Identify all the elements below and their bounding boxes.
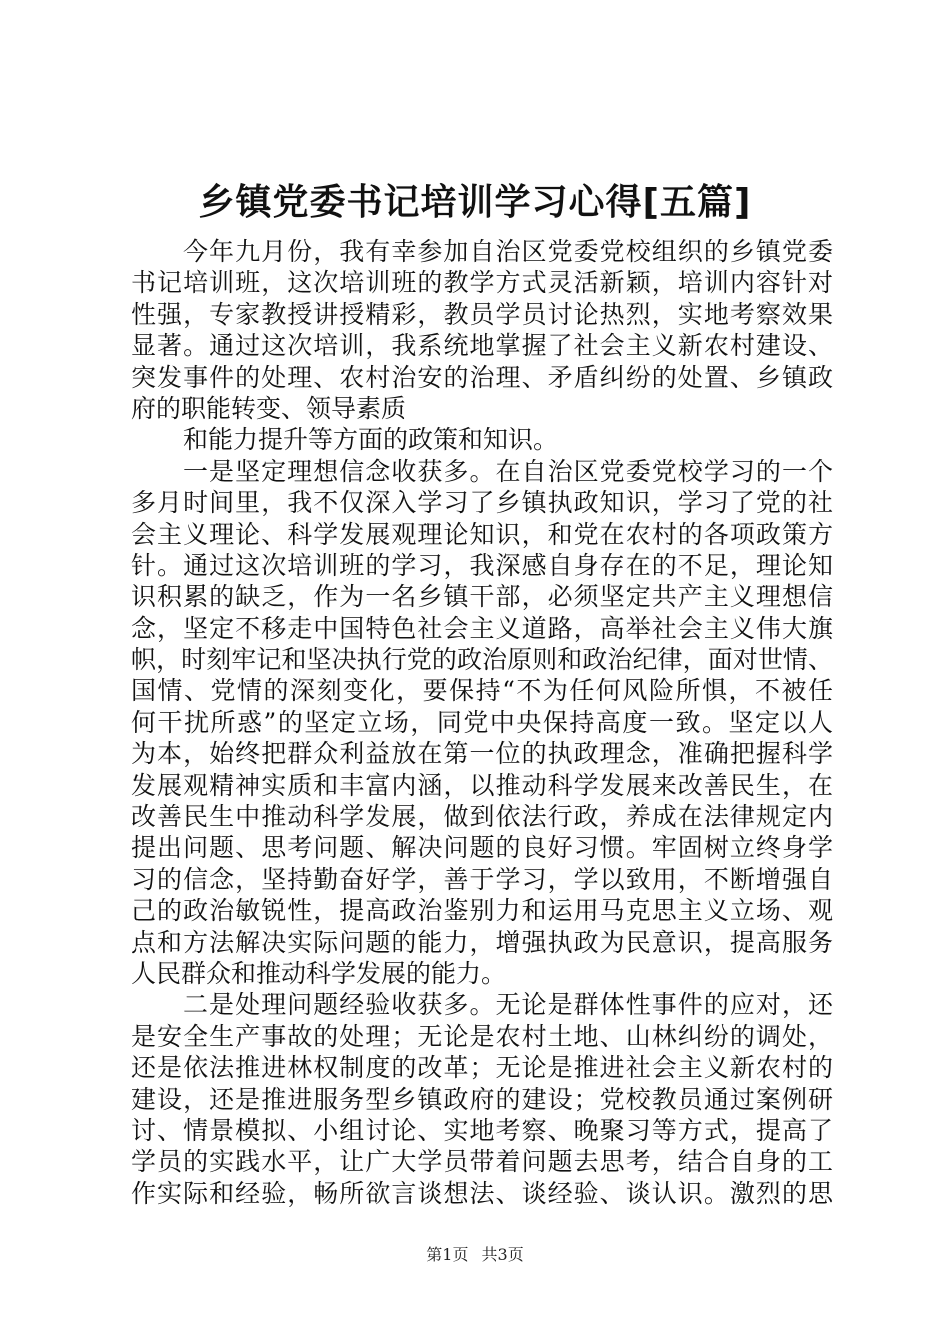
text-line: 点和方法解决实际问题的能力，增强执政为民意识，提高服务 xyxy=(131,927,833,957)
text-line: 念，坚定不移走中国特色社会主义道路，高举社会主义伟大旗 xyxy=(131,613,833,643)
text-line: 帜，时刻牢记和坚决执行党的政治原则和政治纪律，面对世情、 xyxy=(131,645,833,675)
document-body xyxy=(131,236,833,1209)
document-title: 乡镇党委书记培训学习心得[五篇] xyxy=(198,182,752,223)
text-line: 显著。通过这次培训，我系统地掌握了社会主义新农村建设、 xyxy=(131,331,833,361)
text-line: 二是处理问题经验收获多。无论是群体性事件的应对，还 xyxy=(183,990,833,1020)
text-line: 一是坚定理想信念收获多。在自治区党委党校学习的一个 xyxy=(183,456,833,486)
text-line: 为本，始终把群众利益放在第一位的执政理念，准确把握科学 xyxy=(131,739,833,769)
text-line: 作实际和经验，畅所欲言谈想法、谈经验、谈认识。激烈的思 xyxy=(131,1178,833,1208)
text-line: 建设，还是推进服务型乡镇政府的建设；党校教员通过案例研 xyxy=(131,1084,833,1114)
page-number: 第1页 xyxy=(426,1245,469,1264)
text-line: 提出问题、思考问题、解决问题的良好习惯。牢固树立终身学 xyxy=(131,833,833,863)
text-line: 习的信念，坚持勤奋好学，善于学习，学以致用，不断增强自 xyxy=(131,864,833,894)
text-line: 国情、党情的深刻变化，要保持“不为任何风险所惧，不被任 xyxy=(131,676,833,706)
text-line: 会主义理论、科学发展观理论知识，和党在农村的各项政策方 xyxy=(131,519,833,549)
text-line: 多月时间里，我不仅深入学习了乡镇执政知识，学习了党的社 xyxy=(131,488,833,518)
text-line: 讨、情景模拟、小组讨论、实地考察、晚聚习等方式，提高了 xyxy=(131,1115,833,1145)
text-line: 发展观精神实质和丰富内涵，以推动科学发展来改善民生，在 xyxy=(131,770,833,800)
text-line: 是安全生产事故的处理；无论是农村土地、山林纠纷的调处， xyxy=(131,1021,833,1051)
text-line: 府的职能转变、领导素质 xyxy=(131,393,407,423)
text-line: 今年九月份，我有幸参加自治区党委党校组织的乡镇党委 xyxy=(183,237,833,266)
page-total: 共3页 xyxy=(481,1245,524,1264)
text-line: 识积累的缺乏，作为一名乡镇干部，必须坚定共产主义理想信 xyxy=(131,582,833,612)
text-line: 针。通过这次培训班的学习，我深感自身存在的不足，理论知 xyxy=(131,550,833,580)
text-line: 性强，专家教授讲授精彩，教员学员讨论热烈，实地考察效果 xyxy=(131,299,833,329)
text-line: 还是依法推进林权制度的改革；无论是推进社会主义新农村的 xyxy=(131,1053,833,1083)
text-line: 己的政治敏锐性，提高政治鉴别力和运用马克思主义立场、观 xyxy=(131,896,833,926)
text-line: 改善民生中推动科学发展，做到依法行政，养成在法律规定内 xyxy=(131,802,833,832)
text-line: 突发事件的处理、农村治安的治理、矛盾纠纷的处置、乡镇政 xyxy=(131,362,833,392)
text-line: 书记培训班，这次培训班的教学方式灵活新颖，培训内容针对 xyxy=(131,268,833,298)
text-line: 何干扰所惑”的坚定立场，同党中央保持高度一致。坚定以人 xyxy=(131,707,833,737)
text-line: 人民群众和推动科学发展的能力。 xyxy=(131,958,507,988)
text-line: 学员的实践水平，让广大学员带着问题去思考，结合自身的工 xyxy=(131,1147,833,1177)
text-line: 和能力提升等方面的政策和知识。 xyxy=(183,425,559,455)
page-footer xyxy=(0,1244,950,1266)
